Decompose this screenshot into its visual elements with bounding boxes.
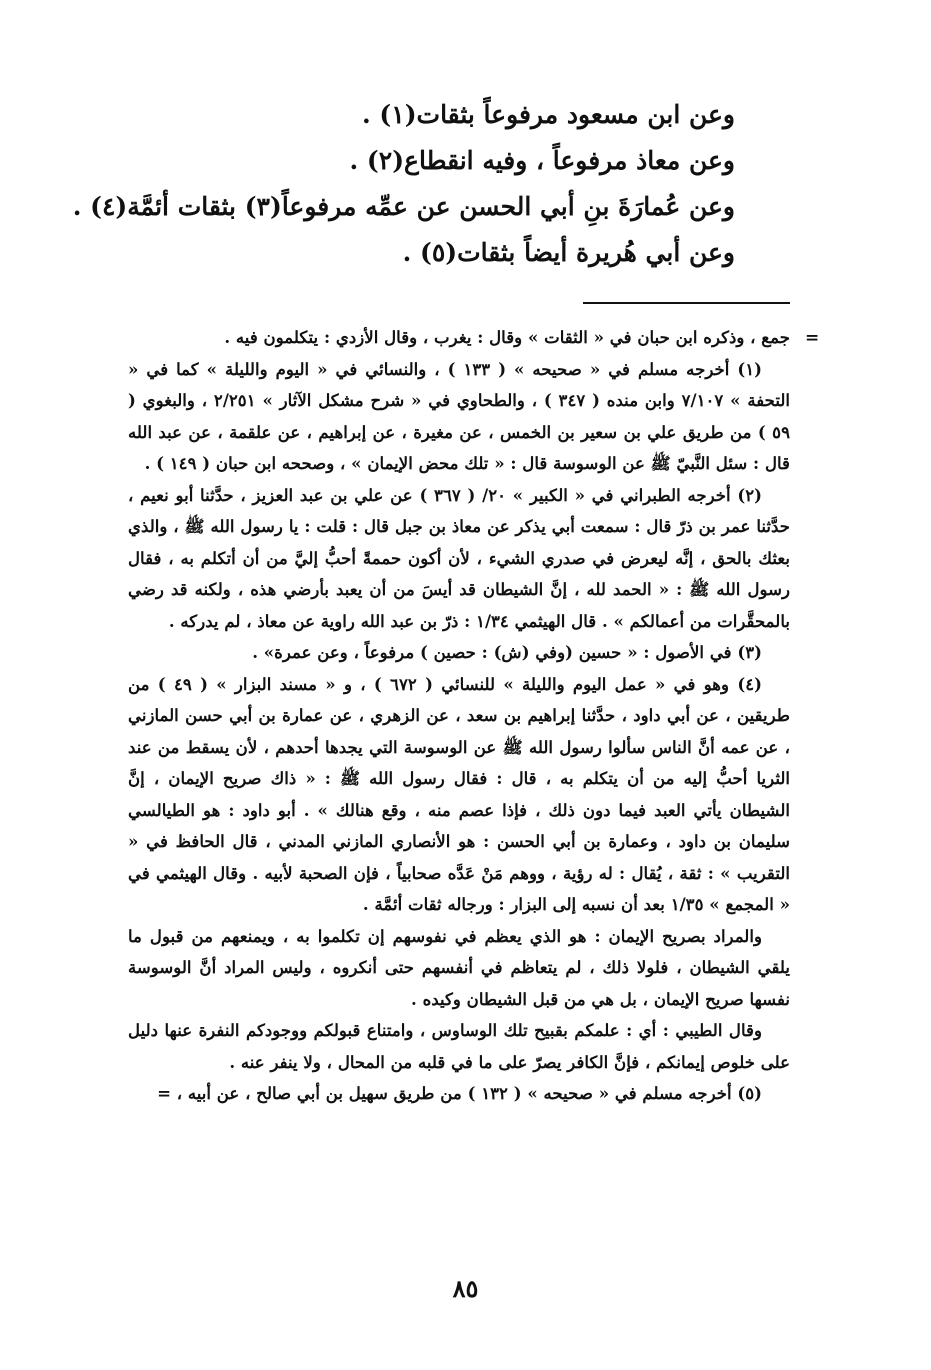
footnote-2: (٢) أخرجه الطبراني في « الكبير » ٢٠/ ( ٣٦٧ ) عن علي بن عبد العزيز ، حدَّثنا أبو نعيم ، حدَّثنا عمر بن ذرّ قال : سمعت أبي يذكر عن معاذ بن جبل قال : قلت : يا رسول الله ﷺ ، والذي بعثك بالحق ، إنَّه ليعرض في صدري الشيء ، لأن أكون حممةً أحبُّ إليَّ من أن أتكلم به ، فقال رسول الله ﷺ : « الحمد لله ، إنَّ الشيطان قد أيسَ من أن يعبد بأرضي هذه ، ولكنه قد رضي بالمحقَّرات من أعمالكم » . قال الهيثمي ١/٣٤ : ذرّ بن عبد الله راوية عن معاذ ، لم يدركه . bbox=[128, 484, 790, 631]
footnote-4-explanation: والمراد بصريح الإيمان : هو الذي يعظم في نفوسهم إن تكلموا به ، ويمنعهم من قبول ما يلقي الشيطان ، فلولا ذلك ، لم يتعاظم في أنفسهم حتى أنكروه ، وليس المراد أنَّ الوسوسة نفسها صريح الإيمان ، بل هي من قبل الشيطان وكيده . bbox=[128, 925, 790, 1009]
main-text-line-2: وعن معاذ مرفوعاً ، وفيه انقطاع(٢) . bbox=[349, 146, 735, 175]
footnote-continuation: جمع ، وذكره ابن حبان في « الثقات » وقال : يغرب ، وقال الأزدي : يتكلمون فيه . bbox=[224, 327, 790, 347]
page-number: ٨٥ bbox=[452, 1274, 479, 1303]
main-text-line-1: وعن ابن مسعود مرفوعاً بثقات(١) . bbox=[362, 100, 735, 129]
footnote-separator bbox=[583, 302, 790, 304]
footnote-3: (٣) في الأصول : « حسين (وفي (ش) : حصين ) مرفوعاً ، وعن عمرة» . bbox=[252, 642, 762, 662]
main-text-line-3: وعن عُمارَةَ بنِ أبي الحسن عن عمِّه مرفوعاً(٣) بثقات أئمَّة(٤) . bbox=[72, 192, 735, 221]
footnote-1: (١) أخرجه مسلم في « صحيحه » ( ١٣٣ ) ، والنسائي في « اليوم والليلة » كما في « التحفة » ٧/١٠٧ وابن منده ( ٣٤٧ ) ، والطحاوي في « شرح مشكل الآثار » ٢/٢٥١ ، والبغوي ( ٥٩ ) من طريق علي بن سعير بن الخمس ، عن مغيرة ، عن إبراهيم ، عن علقمة ، عن عبد الله قال : سئل النَّبيّ ﷺ عن الوسوسة قال : « تلك محض الإيمان » ، وصححه ابن حبان ( ١٤٩ ) . bbox=[128, 358, 790, 473]
footnote-4-tibi-quote: وقال الطيبي : أي : علمكم بقبيح تلك الوساوس ، وامتناع قبولكم ووجودكم النفرة عنها دليل على خلوص إيمانكم ، فإنَّ الكافر يصرّ على ما في قلبه من المحال ، ولا ينفر عنه . bbox=[128, 1020, 790, 1072]
main-text-line-4: وعن أبي هُريرة أيضاً بثقات(٥) . bbox=[402, 238, 735, 267]
footnotes bbox=[128, 322, 790, 1110]
footnote-5: (٥) أخرجه مسلم في « صحيحه » ( ١٣٢ ) من طريق سهيل بن أبي صالح ، عن أبيه ، = bbox=[157, 1083, 762, 1103]
continuation-marker-top: = bbox=[805, 328, 820, 348]
footnote-4: (٤) وهو في « عمل اليوم والليلة » للنسائي ( ٦٧٢ ) ، و « مسند البزار » ( ٤٩ ) من طريقين ، عن أبي داود ، حدَّثنا إبراهيم بن سعد ، عن الزهري ، عن عمارة بن أبي حسن المازني ، عن عمه أنَّ الناس سألوا رسول الله ﷺ عن الوسوسة التي يجدها أحدهم ، لأن يسقط من عند الثريا أحبُّ إليه من أن يتكلم به ، قال : فقال رسول الله ﷺ : « ذاك صريح الإيمان ، إنَّ الشيطان يأتي العبد فيما دون ذلك ، فإذا عصم منه ، وقع هنالك » . أبو داود : هو الطيالسي سليمان بن داود ، وعمارة بن أبي الحسن : هو الأنصاري المازني المدني ، قال الحافظ في « التقريب » : ثقة ، يُقال : له رؤية ، ووهم مَنْ عَدَّه صحابياً ، فإن الصحبة لأبيه . وقال الهيثمي في « المجمع » ١/٣٥ بعد أن نسبه إلى البزار : ورجاله ثقات أئمَّة . bbox=[128, 673, 790, 914]
main-text bbox=[72, 92, 735, 276]
